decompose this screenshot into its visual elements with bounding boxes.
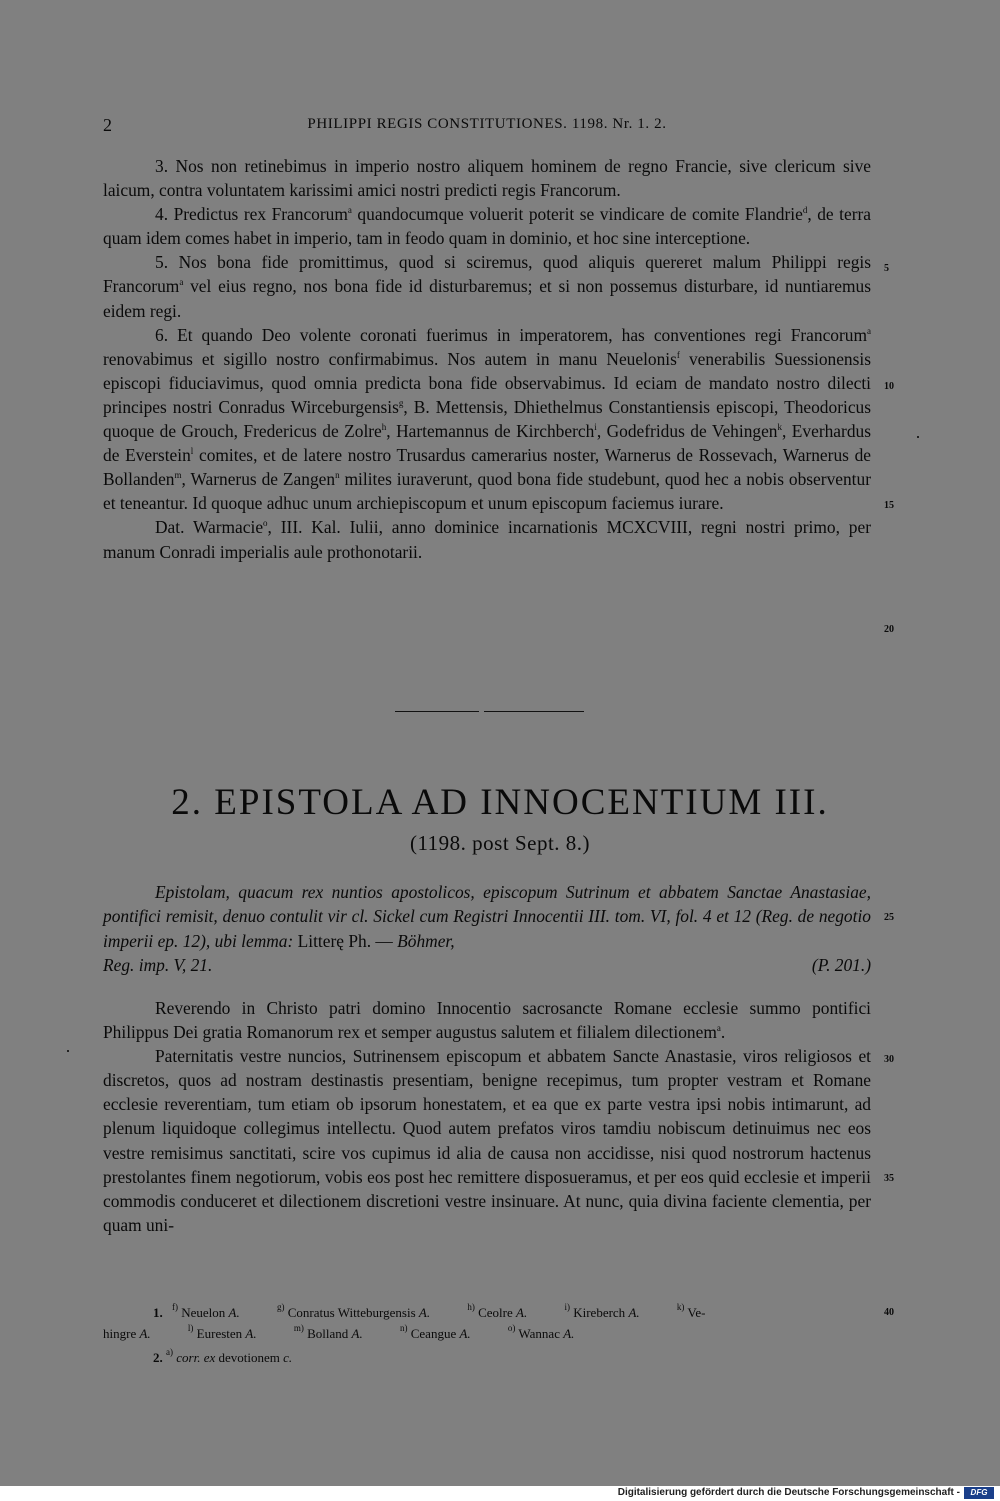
running-title: PHILIPPI REGIS CONSTITUTIONES. 1198. Nr. 1. 2. bbox=[307, 116, 667, 132]
line-number: 35 bbox=[884, 1173, 894, 1184]
footnotes-doc-1-continued: hingre A. $^{l)}$ Euresten A. $^{m)}$ Bolland A. $^{n)}$ Ceangue A. $^{o)}$ Wannac A. bbox=[103, 1323, 575, 1341]
line-number: 5 bbox=[884, 263, 889, 274]
document-2-text bbox=[103, 996, 871, 1237]
document-1-text bbox=[103, 154, 871, 564]
footnotes-doc-2: 2. $^{a)}$ corr. ex devotionem c. bbox=[153, 1347, 293, 1365]
separator-rule bbox=[395, 711, 479, 712]
funding-credit: Digitalisierung gefördert durch die Deutsche Forschungsgemeinschaft - bbox=[617, 1487, 960, 1498]
dating-clause: Dat. Warmacie$^o$, III. Kal. Iulii, anno dominice incarnationis MCXCVIII, regni nostri primo, per manum Conradi imperialis aule prothonotarii. bbox=[103, 517, 871, 562]
running-header bbox=[103, 115, 871, 139]
footnotes-doc-1: 1. $^{f)}$ Neuelon A. $^{g)}$ Conratus Witteburgensis A. $^{h)}$ Ceolre A. $^{i)}$ Kireberch A. $^{k)}$ Ve- bbox=[153, 1302, 706, 1320]
dfg-logo: DFG bbox=[964, 1487, 994, 1499]
paragraph-4: 4. Predictus rex Francorum$^a$ quandocumque voluerit poterit se vindicare de comite Flandrie$^d$, de terra quam idem comes habet in imperio, tam in feodo quam in dominio, et hoc sine interceptione. bbox=[103, 204, 872, 249]
line-number: 20 bbox=[884, 624, 894, 635]
digitization-footer bbox=[0, 1486, 1000, 1501]
separator-rule bbox=[484, 711, 584, 712]
line-number: 25 bbox=[884, 912, 894, 923]
line-number: 10 bbox=[884, 381, 894, 392]
paragraph-6: 6. Et quando Deo volente coronati fuerimus in imperatorem, has conventiones regi Francorum$^a$ renovabimus et sigillo nostro confirmabimus. Nos autem in manu Neuelonis$^f$ venerabilis Suessionensis episcopi fiduciavimus, quod omnia predicta bona fide observabimus. Id eciam de mandato nostro dilecti principes nostri Conradus Wirceburgensis$^g$, B. Mettensis, Dhiethelmus Constantiensis episcopi, Theodoricus quoque de Grouch, Fredericus de Zolre$^h$, Hartemannus de Kirchberch$^i$, Godefridus de Vehingen$^k$, Everhardus de Everstein$^l$ comites, et de latere nostro Trusardus camerarius noster, Warnerus de Rossevach, Warnerus de Bollanden$^m$, Warnerus de Zangen$^n$ milites iuraverunt, quod bona fide studebunt, quod hec a nobis observentur et teneantur. Id quoque adhuc unum archiepiscopum et unum episcopum faciemus iurare. bbox=[103, 324, 872, 514]
editorial-text: Epistolam, quacum rex nuntios apostolicos, episcopum Sutrinum et abbatem Sanctae Anastasiae, pontifici remisit, denuo contulit vir cl. Sickel cum Registri Innocentii III. tom. VI, fol. 4 et 12 (Reg. de negotio imperii ep. 12), ubi lemma: Litterę Ph. — Böhmer, bbox=[103, 882, 871, 951]
line-number: 15 bbox=[884, 500, 894, 511]
print-speck bbox=[67, 1050, 69, 1052]
footnotes bbox=[103, 1302, 871, 1368]
document-2-title: 2. EPISTOLA AD INNOCENTIUM III. bbox=[171, 782, 829, 823]
editorial-reference-line: Reg. imp. V, 21. (P. 201.) bbox=[103, 955, 871, 976]
print-speck bbox=[917, 436, 919, 438]
line-number: 30 bbox=[884, 1054, 894, 1065]
salutation: Reverendo in Christo patri domino Innocentio sacrosancte Romane ecclesie summo pontifici Philippus Dei gratia Romanorum rex et semper augustus salutem et filialem dilectionem$^a$. bbox=[103, 998, 871, 1043]
paragraph-3: 3. Nos non retinebimus in imperio nostro aliquem hominem de regno Francie, sive clericum sive laicum, contra voluntatem karissimi amici nostri predicti regis Francorum. bbox=[103, 156, 871, 201]
paragraph-5: 5. Nos bona fide promittimus, quod si sciremus, quod aliquis quereret malum Philippi regis Francorum$^a$ vel eius regno, nos bona fide id disturbaremus; et si non possemus disturbare, id nuntiaremus eidem regi. bbox=[103, 252, 871, 321]
letter-body: Paternitatis vestre nuncios, Sutrinensem episcopum et abbatem Sancte Anastasie, viros religiosos et discretos, quos ad nostram destinastis presentiam, benigne recepimus, tum propter vestram et Romane ecclesie reverentiam, tum etiam ob ipsorum honestatem, et ea que ex parte vestra ipsi nobis intimarunt, ad plenum liquidoque collegimus intellectu. Quod autem prefatos viros tamdiu nobiscum detinuimus nec eos vestre remisimus sanctitati, scire vos cupimus id alia de causa non accidisse, nisi quod nostrorum hactenus prestolantes finem negotiorum, vobis eos post hec remittere disposueramus, et per eos quid ecclesie et imperii commodis conduceret et dilectionem discretioni vestre insinuare. At nunc, quia divina faciente clementia, per quam uni- bbox=[103, 1046, 871, 1235]
document-2-date: (1198. post Sept. 8.) bbox=[409, 831, 591, 855]
editorial-note bbox=[103, 880, 871, 978]
page-number: 2 bbox=[103, 115, 112, 135]
line-number: 40 bbox=[884, 1307, 894, 1318]
